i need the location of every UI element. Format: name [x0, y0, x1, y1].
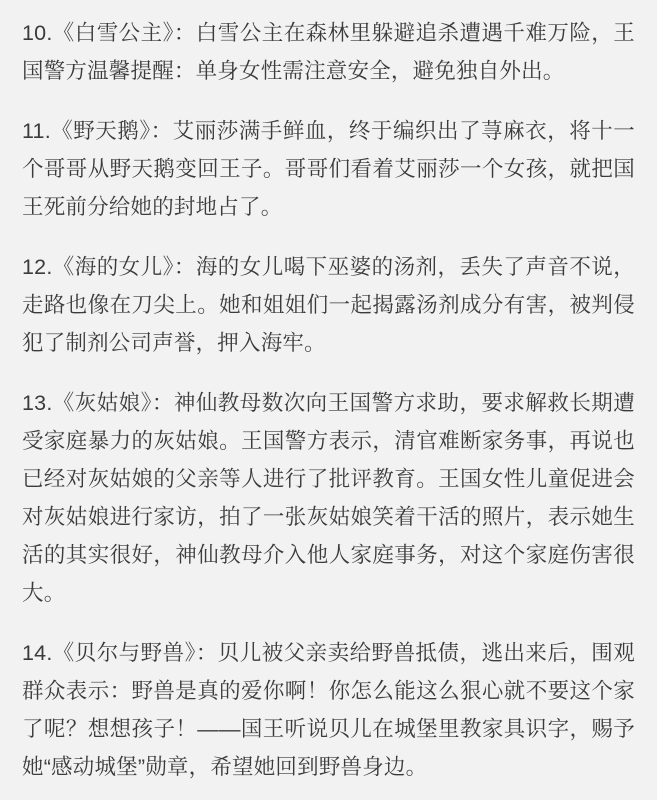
list-item: 13.《灰姑娘》：神仙教母数次向王国警方求助，要求解救长期遭受家庭暴力的灰姑娘。王国警方表示，清官难断家务事，再说也已经对灰姑娘的父亲等人进行了批评教育。王国女性儿童促进会对灰姑娘进行家访，拍了一张灰姑娘笑着干活的照片，表示她生活的其实很好，神仙教母介入他人家庭事务，对这个家庭伤害很大。 [22, 391, 635, 605]
list-item: 14.《贝尔与野兽》：贝儿被父亲卖给野兽抵债，逃出来后，围观群众表示：野兽是真的爱你啊！你怎么能这么狠心就不要这个家了呢？想想孩子！——国王听说贝儿在城堡里教家具识字，赐予她“感动城堡”勋章，希望她回到野兽身边。 [22, 641, 635, 779]
list-item: 12.《海的女儿》：海的女儿喝下巫婆的汤剂，丢失了声音不说，走路也像在刀尖上。她和姐姐们一起揭露汤剂成分有害，被判侵犯了制剂公司声誉，押入海牢。 [22, 255, 635, 355]
list-item: 10.《白雪公主》：白雪公主在森林里躲避追杀遭遇千难万险，王国警方温馨提醒：单身女性需注意安全，避免独自外出。 [22, 21, 635, 83]
list-item: 11.《野天鹅》：艾丽莎满手鲜血，终于编织出了荨麻衣，将十一个哥哥从野天鹅变回王子。哥哥们看着艾丽莎一个女孩，就把国王死前分给她的封地占了。 [22, 119, 635, 219]
